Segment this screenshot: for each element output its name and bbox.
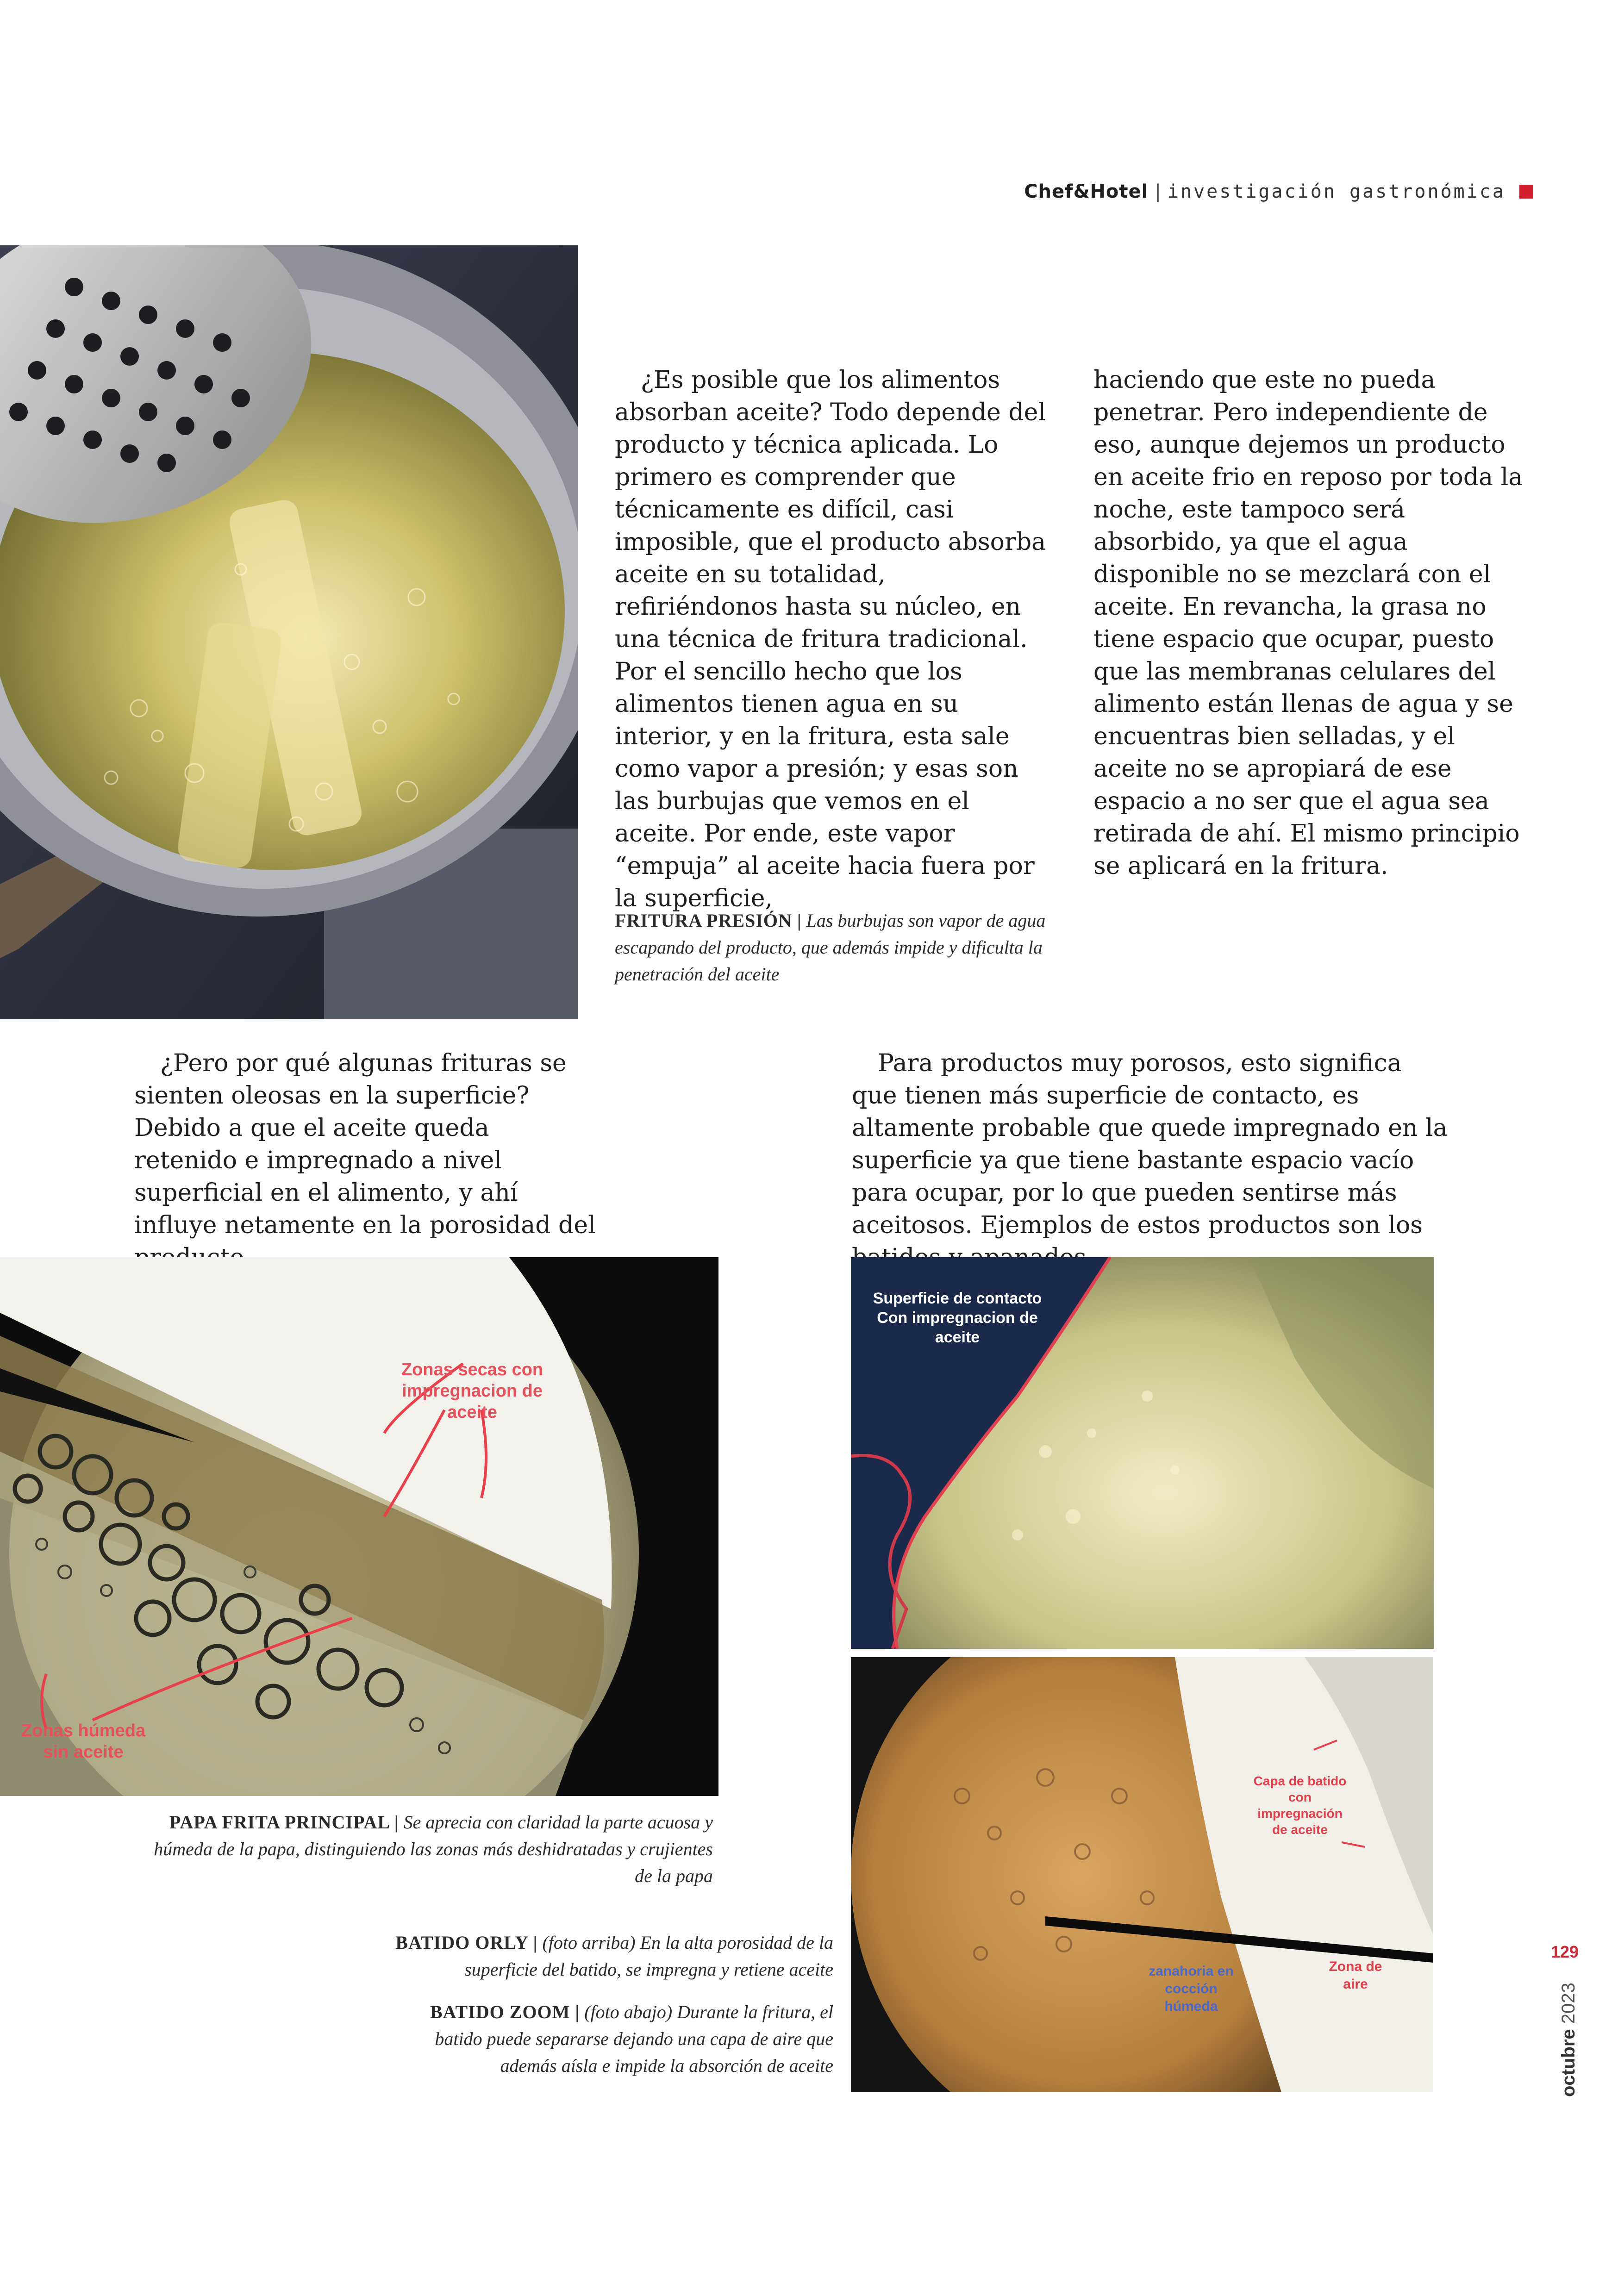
section-name: investigación gastronómica xyxy=(1167,181,1505,202)
label-superficie-contacto: Superficie de contacto Con impregnacion de aceite xyxy=(873,1290,1042,1346)
label-zonas-humedas: Zonas húmeda sin aceite xyxy=(21,1721,146,1762)
caption-text: (foto abajo) Durante la fritura, el batido puede separarse dejando una capa de aire que además aísla e impide la absorción de aceite xyxy=(435,2002,833,2076)
caption-text: Se aprecia con claridad la parte acuosa y húmeda de la papa, distinguiendo las zonas más deshidratadas y crujientes de la papa xyxy=(154,1812,713,1886)
article-column-1 xyxy=(615,364,1055,915)
caption-batido-zoom xyxy=(380,1999,833,2079)
paragraph-porous-products: Para productos muy porosos, esto significa que tienen más superficie de contacto, es altamente probable que quede impregnado en la superficie ya que tiene bastante espacio vacío para ocupar, por lo que pueden sentirse más aceitosos. Ejemplos de estos productos son los xyxy=(852,1049,1448,1239)
caption-title: BATIDO ORLY | xyxy=(395,1932,538,1953)
label-capa-batido: Capa de batido con impregnación de aceite xyxy=(1253,1774,1347,1837)
paragraph-intro-continued: haciendo que este no pueda penetrar. Pero independiente de eso, aunque dejemos un producto en aceite frio en reposo por toda la noche, este tampoco será absorbido, ya que el agua disponible no se mezclará con el aceite. En revancha, la grasa no tiene espacio que ocupar, puesto que las membranas celulares del alimento están llenas de agua y se encuentras bien selladas, y el aceite no se apropiará de ese espacio a no ser que el agua sea retirada de ahí. El mismo principio se aplicará en la fritura. xyxy=(1093,366,1523,880)
label-zonas-secas: Zonas secas con impregnacion de aceite xyxy=(401,1360,543,1422)
page-number: 129 xyxy=(1551,1942,1579,1961)
magazine-brand: Chef&Hotel xyxy=(1024,181,1149,202)
issue-year: 2023 xyxy=(1558,1983,1579,2024)
caption-text: (foto arriba) En la alta porosidad de la superficie del batido, se impregna y retiene aceite xyxy=(464,1932,833,1980)
photo-fritura-presion xyxy=(0,245,578,1019)
photo-batido-orly xyxy=(851,1257,1434,1649)
running-header xyxy=(1024,180,1533,204)
label-zona-aire: Zona de aire xyxy=(1329,1959,1382,1992)
photo-batido-zoom xyxy=(851,1657,1433,2092)
photo-papa-frita xyxy=(0,1257,718,1796)
caption-papa-frita xyxy=(139,1809,713,1890)
label-zanahoria: zanahoria en cocción húmeda xyxy=(1149,1964,1234,2014)
header-separator: | xyxy=(1155,181,1161,202)
caption-title: FRITURA PRESIÓN | xyxy=(615,910,802,931)
paragraph-intro: ¿Es posible que los alimentos absorban aceite? Todo depende del producto y técnica aplicada. Lo primero es comprender que técnicamente es difícil, casi imposible, que el producto absorba aceite en su totalidad, refiriéndonos hasta su núcleo, en una técnica de fritura tradicional. Por el sencillo hecho que los alimentos tienen agua en su interior, y en la fritura, esta sale como vapor a presión; y esas son las burbujas que vemos en el aceite. Por ende, este vapor “empuja” al aceite hacia fuera por la superficie, xyxy=(615,366,1046,912)
accent-square-icon xyxy=(1519,185,1533,199)
caption-batido-orly xyxy=(380,1929,833,1983)
issue-date xyxy=(1558,1983,1579,2097)
article-column-4 xyxy=(852,1047,1449,1274)
caption-title: PAPA FRITA PRINCIPAL | xyxy=(169,1812,399,1833)
paragraph-oily-surface: ¿Pero por qué algunas frituras se sienten oleosas en la superficie? Debido a que el aceite queda retenido e impregnado a nivel superficial en el alimento, y ahí influye netamente en la porosidad del xyxy=(134,1049,596,1239)
issue-month: octubre xyxy=(1558,2029,1579,2097)
caption-text: Las burbujas son vapor de agua escapando del producto, que además impide y dificulta la penetración del aceite xyxy=(615,910,1046,985)
article-column-3 xyxy=(134,1047,597,1274)
caption-title: BATIDO ZOOM | xyxy=(430,2002,580,2022)
caption-fritura-presion xyxy=(615,907,1068,988)
article-column-2 xyxy=(1093,364,1533,882)
